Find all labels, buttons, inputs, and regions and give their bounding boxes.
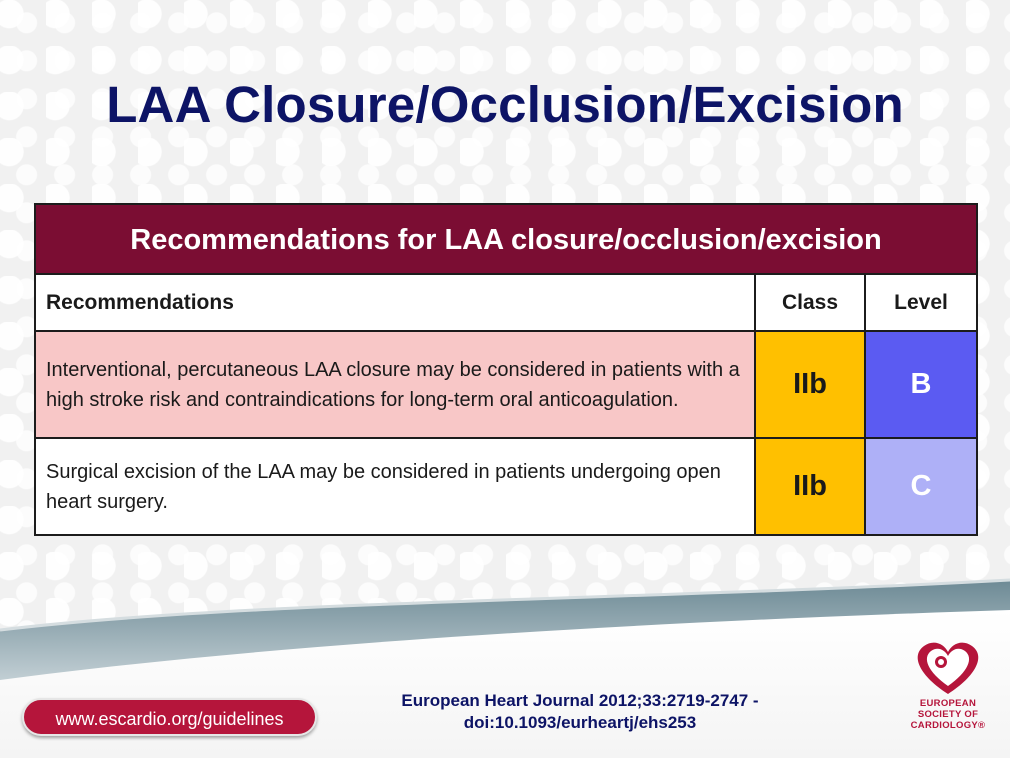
column-header-level: Level [894,290,948,314]
class-value: IIb [793,368,827,400]
level-value: C [910,470,932,502]
column-header-recommendations: Recommendations [36,275,756,330]
logo-line-1: EUROPEAN [919,698,977,709]
table-row [36,439,976,534]
esc-logo-text [896,698,1000,731]
table-header: Recommendations for LAA closure/occlusion/excision [36,205,976,275]
table-row [36,332,976,439]
recommendation-text: Surgical excision of the LAA may be considered in patients undergoing open heart surgery. [36,439,756,534]
esc-heart-logo-icon [900,636,996,748]
recommendation-text: Interventional, percutaneous LAA closure may be considered in patients with a high stroke risk and contraindications for long-term oral anticoagulation. [36,332,756,437]
class-cell [756,332,866,437]
class-value: IIb [793,470,827,502]
recommendations-table [34,203,978,536]
logo-line-2: SOCIETY OF [917,709,979,720]
level-value: B [910,368,932,400]
column-header-class: Class [756,275,866,330]
level-cell [866,439,976,534]
level-cell [866,332,976,437]
citation-line-1: European Heart Journal 2012;33:2719-2747 - [401,691,759,710]
logo-line-3: CARDIOLOGY® [910,720,986,731]
citation-line-2: doi:10.1093/eurheartj/ehs253 [463,713,697,732]
website-link[interactable]: www.escardio.org/guidelines [22,698,317,736]
class-cell [756,439,866,534]
slide-title: LAA Closure/Occlusion/Excision [106,76,904,133]
citation [360,690,800,734]
column-header-row [36,275,976,332]
